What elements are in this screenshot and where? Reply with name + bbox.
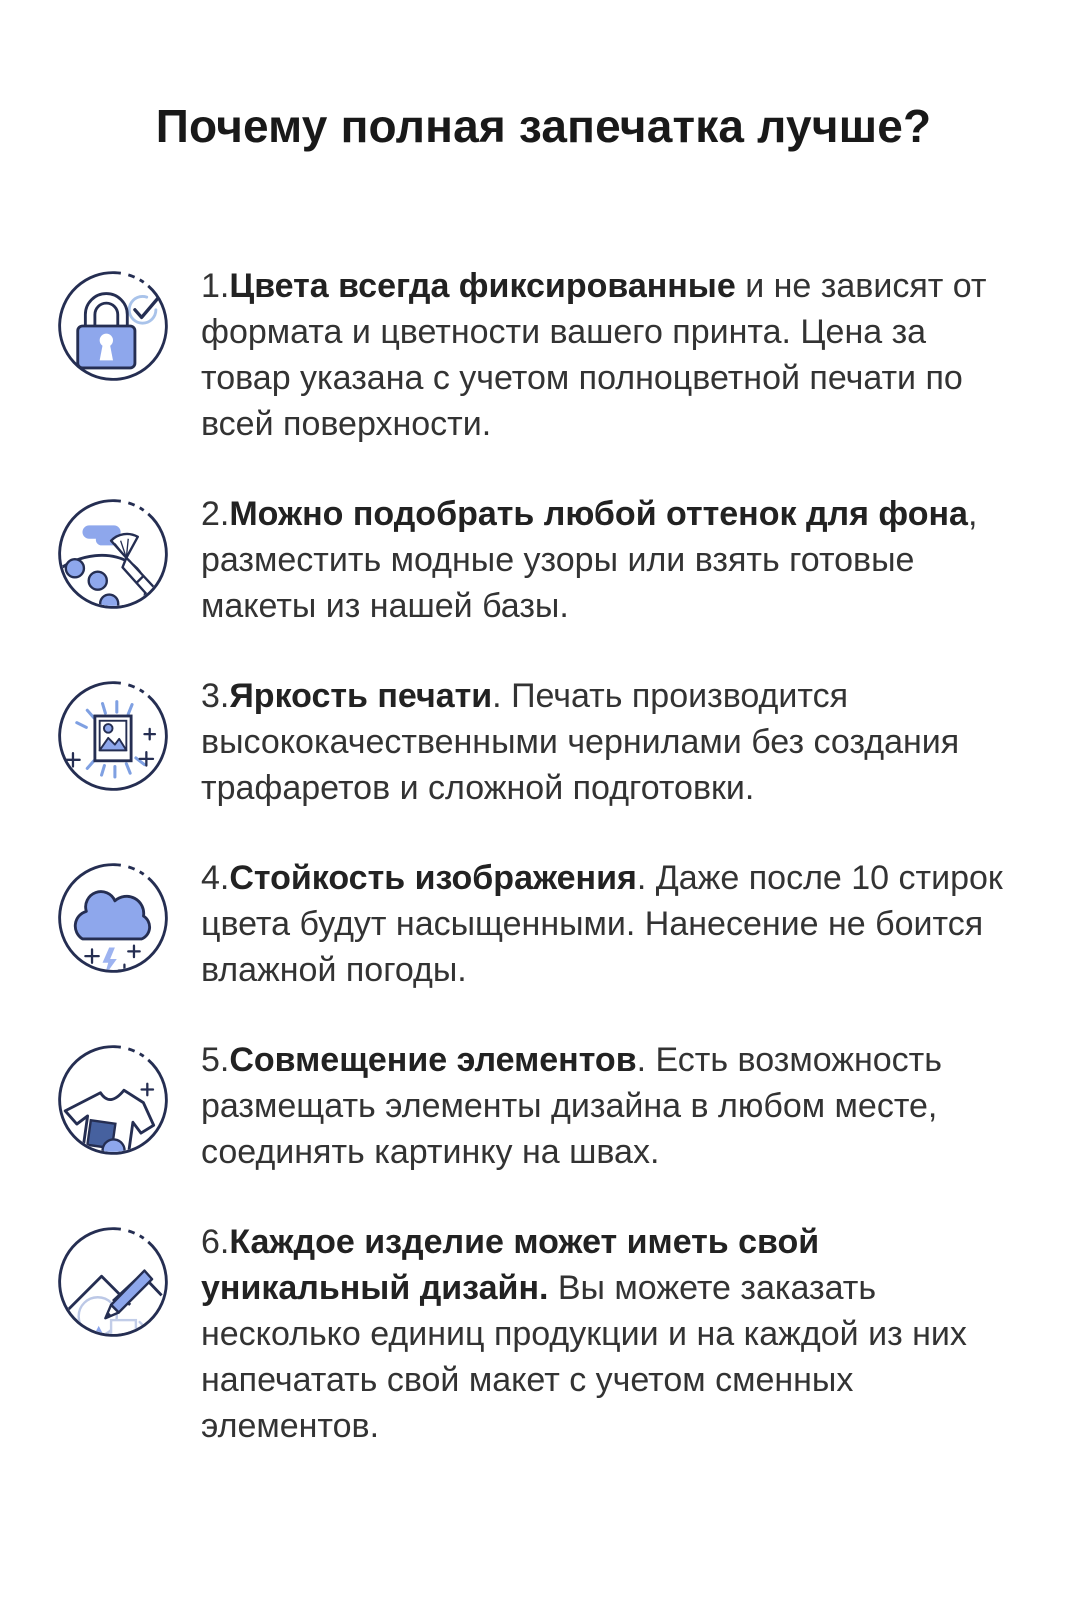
benefit-item-2 [52, 491, 1035, 629]
benefit-text [201, 263, 1013, 447]
page-title: Почему полная запечатка лучше? [155, 100, 932, 152]
item-rest: и не зависят от формата и цветности вашего принта. Цена за товар указана с учетом полноцветной печати по всей поверхности. [201, 266, 987, 443]
benefit-item-4 [52, 855, 1035, 993]
benefit-text [201, 855, 1013, 993]
item-rest: . Печать производится высококачественными чернилами без создания трафаретов и сложной подготовки. [201, 676, 960, 807]
tshirt-design-icon [52, 1039, 174, 1161]
benefit-text [201, 673, 1013, 811]
item-bold: Можно подобрать любой оттенок для фона [229, 494, 968, 533]
item-number: 3. [201, 676, 230, 715]
item-number: 6. [201, 1222, 230, 1261]
lock-guarantee-icon [52, 265, 174, 387]
benefit-text [201, 491, 1013, 629]
item-number: 5. [201, 1040, 230, 1079]
item-rest: Вы можете заказать несколько единиц продукции и на каждой из них напечатать свой макет с учетом сменных элементов. [201, 1268, 967, 1445]
item-number: 1. [201, 266, 230, 305]
item-bold: Цвета всегда фиксированные [229, 266, 736, 305]
benefit-text [201, 1219, 1013, 1449]
item-bold: Стойкость изображения [229, 858, 637, 897]
benefit-item-3 [52, 673, 1035, 811]
bright-image-icon [52, 675, 174, 797]
benefit-item-5 [52, 1037, 1035, 1175]
weather-resistant-cloud-icon [52, 857, 174, 979]
item-bold: Яркость печати [229, 676, 493, 715]
item-rest: . Есть возможность размещать элементы дизайна в любом месте, соединять картинку на швах. [201, 1040, 942, 1171]
unique-design-pencil-icon [52, 1221, 174, 1343]
item-number: 2. [201, 494, 230, 533]
palette-icon [52, 493, 174, 615]
benefit-item-1 [52, 263, 1035, 447]
benefit-item-6 [52, 1219, 1035, 1449]
item-rest: . Даже после 10 стирок цвета будут насыщенными. Нанесение не боится влажной погоды. [201, 858, 1003, 989]
item-bold: Совмещение элементов [229, 1040, 637, 1079]
item-bold: Каждое изделие может иметь свой уникальный дизайн. [201, 1222, 820, 1307]
item-number: 4. [201, 858, 230, 897]
item-rest: , разместить модные узоры или взять готовые макеты из нашей базы. [201, 494, 978, 625]
benefit-text [201, 1037, 1013, 1175]
